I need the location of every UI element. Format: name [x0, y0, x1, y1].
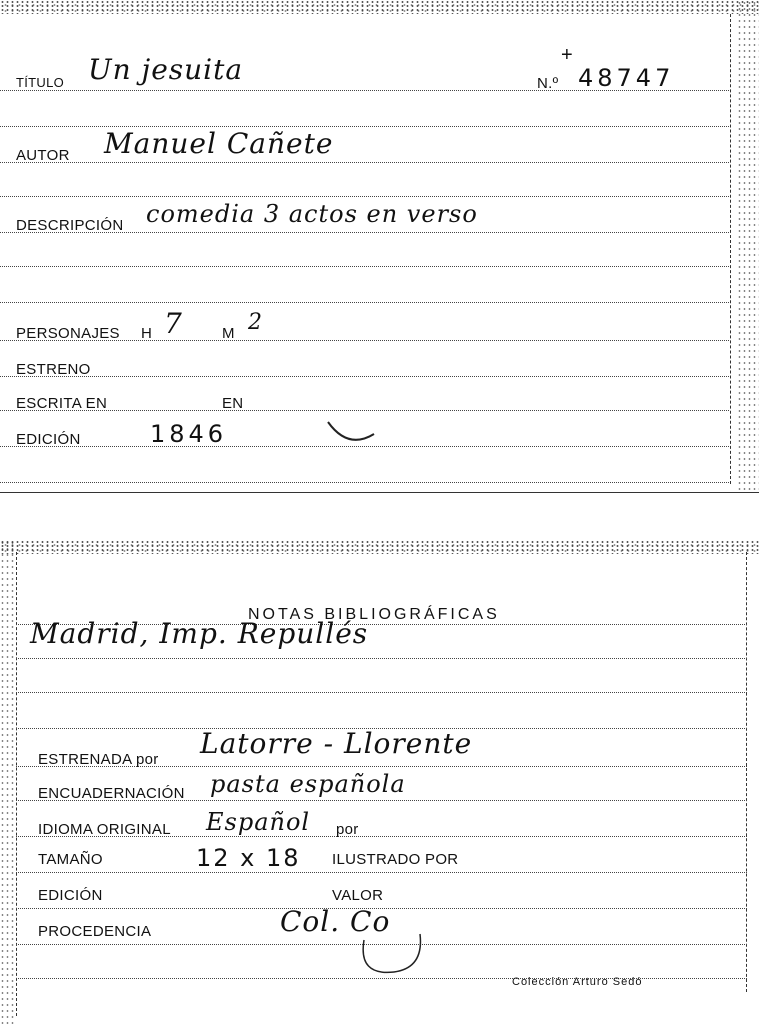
numero-value: 48747 — [578, 64, 675, 92]
por-label: por — [336, 821, 359, 838]
tamano-label: TAMAÑO — [38, 851, 103, 868]
estreno-label: ESTRENO — [16, 361, 91, 378]
autor-value: Manuel Cañete — [104, 127, 334, 160]
personajes-label: PERSONAJES — [16, 325, 120, 342]
stain-mark — [322, 400, 382, 450]
idioma-value: Español — [206, 808, 311, 836]
card-left-border — [16, 552, 17, 1016]
titulo-value: Un jesuita — [88, 53, 244, 86]
personajes-m-label: M — [222, 325, 235, 342]
procedencia-value: Col. Co — [280, 905, 391, 938]
rule — [0, 302, 729, 303]
personajes-m-value: 2 — [248, 310, 263, 335]
scan-edge-left — [0, 540, 16, 1028]
rule-autor — [0, 162, 729, 163]
scan-edge-right — [737, 0, 759, 492]
valor-label: VALOR — [332, 887, 384, 904]
ilustrado-label: ILUSTRADO POR — [332, 851, 459, 868]
notas-value: Madrid, Imp. Repullés — [30, 617, 369, 650]
rule-estreno — [0, 376, 729, 377]
numero-cross-mark: + — [561, 44, 573, 66]
numero-label: N.º — [537, 75, 559, 92]
catalog-card-back — [0, 540, 759, 1028]
rule — [0, 266, 729, 267]
autor-label: AUTOR — [16, 147, 70, 164]
catalog-card-front — [0, 0, 759, 492]
edicion-value: 1846 — [150, 420, 228, 448]
rule-notas — [16, 658, 747, 659]
tamano-value: 12 x 18 — [196, 844, 301, 872]
edicion-label: EDICIÓN — [16, 431, 81, 448]
rule — [0, 482, 729, 483]
edicion-label: EDICIÓN — [38, 887, 103, 904]
estrenada-value: Latorre - Llorente — [200, 727, 473, 760]
titulo-label: TÍTULO — [16, 75, 65, 90]
procedencia-label: PROCEDENCIA — [38, 923, 152, 940]
card-bottom-edge — [0, 492, 759, 493]
notas-heading: NOTAS BIBLIOGRÁFICAS — [248, 606, 500, 623]
card-right-border — [730, 14, 731, 484]
idioma-label: IDIOMA ORIGINAL — [38, 821, 171, 838]
ink-circle-mark — [350, 910, 440, 980]
scan-edge-top — [0, 540, 759, 554]
rule — [16, 692, 747, 693]
encuadernacion-value: pasta española — [210, 770, 406, 798]
escrita-en-label: ESCRITA EN — [16, 395, 108, 412]
personajes-h-label: H — [141, 325, 153, 342]
en-label: EN — [222, 395, 244, 412]
scan-edge-top — [0, 0, 759, 14]
estrenada-label: ESTRENADA por — [38, 751, 159, 768]
descripcion-label: DESCRIPCIÓN — [16, 217, 124, 234]
personajes-h-value: 7 — [164, 307, 183, 340]
collection-footer: Colección Arturo Sedó — [512, 976, 643, 988]
descripcion-value: comedia 3 actos en verso — [146, 200, 478, 228]
rule — [0, 196, 729, 197]
card-right-border — [746, 552, 747, 992]
encuadernacion-label: ENCUADERNACIÓN — [38, 785, 185, 802]
rule-tamano — [16, 872, 747, 873]
